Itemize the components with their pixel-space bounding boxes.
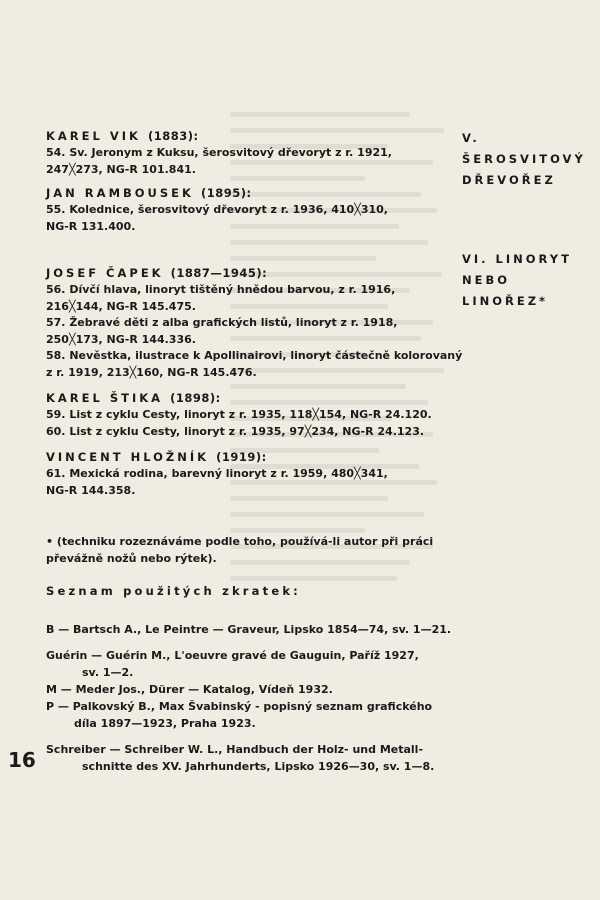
section-labels [462,128,594,312]
artist-heading: KAREL VIK (1883): [46,129,199,143]
catalog-entry: 58. Nevěstka, ilustrace k Apollinairovi, linoryt částečně kolorovaný z r. 1919, 213╳160, NG-R 145.476. [46,349,463,379]
catalog-entries [46,128,466,499]
artist-heading: KAREL ŠTIKA (1898): [46,391,221,405]
catalog-entry: 56. Dívčí hlava, linoryt tištěný hnědou barvou, z r. 1916, 216╳144, NG-R 145.475. [46,283,396,313]
section-heading-line: NEBO [462,273,511,287]
section-heading-line: DŘEVOŘEZ [462,173,556,187]
abbreviation-item: Guérin — Guérin M., L'oeuvre gravé de Gauguin, Paříž 1927, sv. 1—2. [46,649,419,679]
abbreviation-item: B — Bartsch A., Le Peintre — Graveur, Lipsko 1854—74, sv. 1—21. [46,623,452,636]
abbreviation-item: M — Meder Jos., Dürer — Katalog, Vídeň 1932. [46,683,333,696]
catalog-entry: 55. Kolednice, šerosvitový dřevoryt z r. 1936, 410╳310, NG-R 131.400. [46,203,388,233]
catalog-entry: 54. Sv. Jeronym z Kuksu, šerosvitový dřevoryt z r. 1921, 247╳273, NG-R 101.841. [46,146,392,176]
section-heading: VI. LINORYT [462,252,572,266]
abbreviations-list [46,621,466,775]
page-number: 16 [8,748,36,772]
catalog-entry: 60. List z cyklu Cesty, linoryt z r. 1935, 97╳234, NG-R 24.123. [46,424,425,438]
technique-footnote: • (techniku rozeznáváme podle toho, používá-li autor při práci převážně nožů nebo rýtek). [46,535,434,565]
section-heading: V. [462,131,480,145]
catalog-entry: 57. Žebravé děti z alba grafických listů, linoryt z r. 1918, 250╳173, NG-R 144.336. [46,316,398,346]
catalog-entry: 61. Mexická rodina, barevný linoryt z r. 1959, 480╳341, NG-R 144.358. [46,467,388,497]
section-heading-line: ŠEROSVITOVÝ [462,152,586,166]
section-heading-line: LINOŘEZ* [462,294,549,308]
abbreviation-item: P — Palkovský B., Max Švabinský - popisný seznam grafického díla 1897—1923, Praha 1923. [46,700,433,730]
artist-heading: JAN RAMBOUSEK (1895): [46,186,252,200]
abbreviation-item: Schreiber — Schreiber W. L., Handbuch der Holz- und Metall- schnitte des XV. Jahrhunderts, Lipsko 1926—30, sv. 1—8. [46,743,435,773]
abbreviations-heading: Seznam použitých zkratek: [46,584,301,598]
catalog-entry: 59. List z cyklu Cesty, linoryt z r. 1935, 118╳154, NG-R 24.120. [46,408,432,421]
artist-heading: VINCENT HLOŽNÍK (1919): [46,450,267,464]
artist-heading: JOSEF ČAPEK (1887—1945): [46,266,268,280]
